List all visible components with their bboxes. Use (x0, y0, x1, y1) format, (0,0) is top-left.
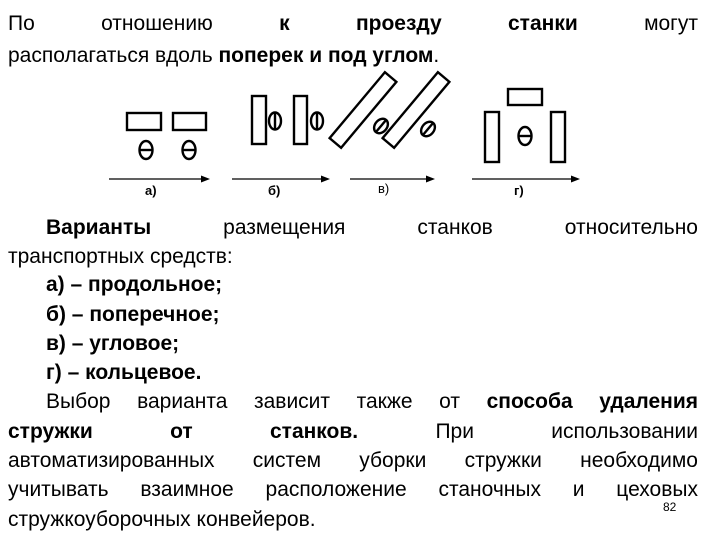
diagram-label-a: а) (145, 183, 157, 198)
diagram-label-d: г) (514, 183, 524, 198)
machine-d-left (485, 112, 499, 162)
intro-emphasis: поперек и под углом (218, 44, 434, 67)
diagram-label-c: в) (378, 181, 390, 196)
caption-word: относительно (564, 216, 698, 239)
intro-word-bold: к (279, 12, 290, 35)
page-number: 82 (663, 500, 677, 514)
intro-word-bold: проезду (355, 12, 442, 35)
intro-line-2: располагаться вдоль поперек и под углом. (8, 44, 440, 67)
machine-layout-diagram (0, 0, 720, 210)
caption-word: размещения (223, 216, 346, 239)
intro-word: По (8, 12, 35, 35)
caption-word-bold: Варианты (46, 216, 152, 239)
paragraph-line-3: автоматизированных систем уборки стружки необходимо (8, 449, 698, 472)
machine-a1 (127, 113, 161, 130)
paragraph-line-5: стружкоуборочных конвейеров. (8, 508, 316, 531)
machine-c2 (383, 72, 450, 148)
variant-d: г) – кольцевое. (46, 361, 202, 384)
machine-b2 (294, 96, 307, 144)
diagram-label-b: б) (268, 183, 281, 198)
paragraph-line-1: Выбор варианта зависит также от способа удаления (46, 390, 698, 413)
variant-b: б) – поперечное; (46, 303, 220, 326)
caption-word: станков (417, 216, 493, 239)
machine-b1 (252, 96, 266, 144)
machine-a2 (173, 113, 206, 130)
intro-word: отношению (101, 12, 213, 35)
intro-word: могут (644, 12, 698, 35)
caption-line-1 (46, 216, 698, 240)
intro-word-bold: станки (508, 12, 578, 35)
paragraph-emphasis: способа удаления (486, 390, 698, 413)
machine-d-right (551, 112, 565, 162)
paragraph-line-2: стружки от станков. При использовании (8, 420, 699, 443)
caption-line-2: транспортных средств: (8, 245, 233, 268)
machine-c1 (330, 72, 397, 148)
variant-c: в) – угловое; (46, 332, 180, 355)
variant-a: а) – продольное; (46, 273, 223, 296)
paragraph-line-4: учитывать взаимное расположение станочных и цеховых (8, 478, 698, 501)
machine-d-top (508, 89, 542, 105)
